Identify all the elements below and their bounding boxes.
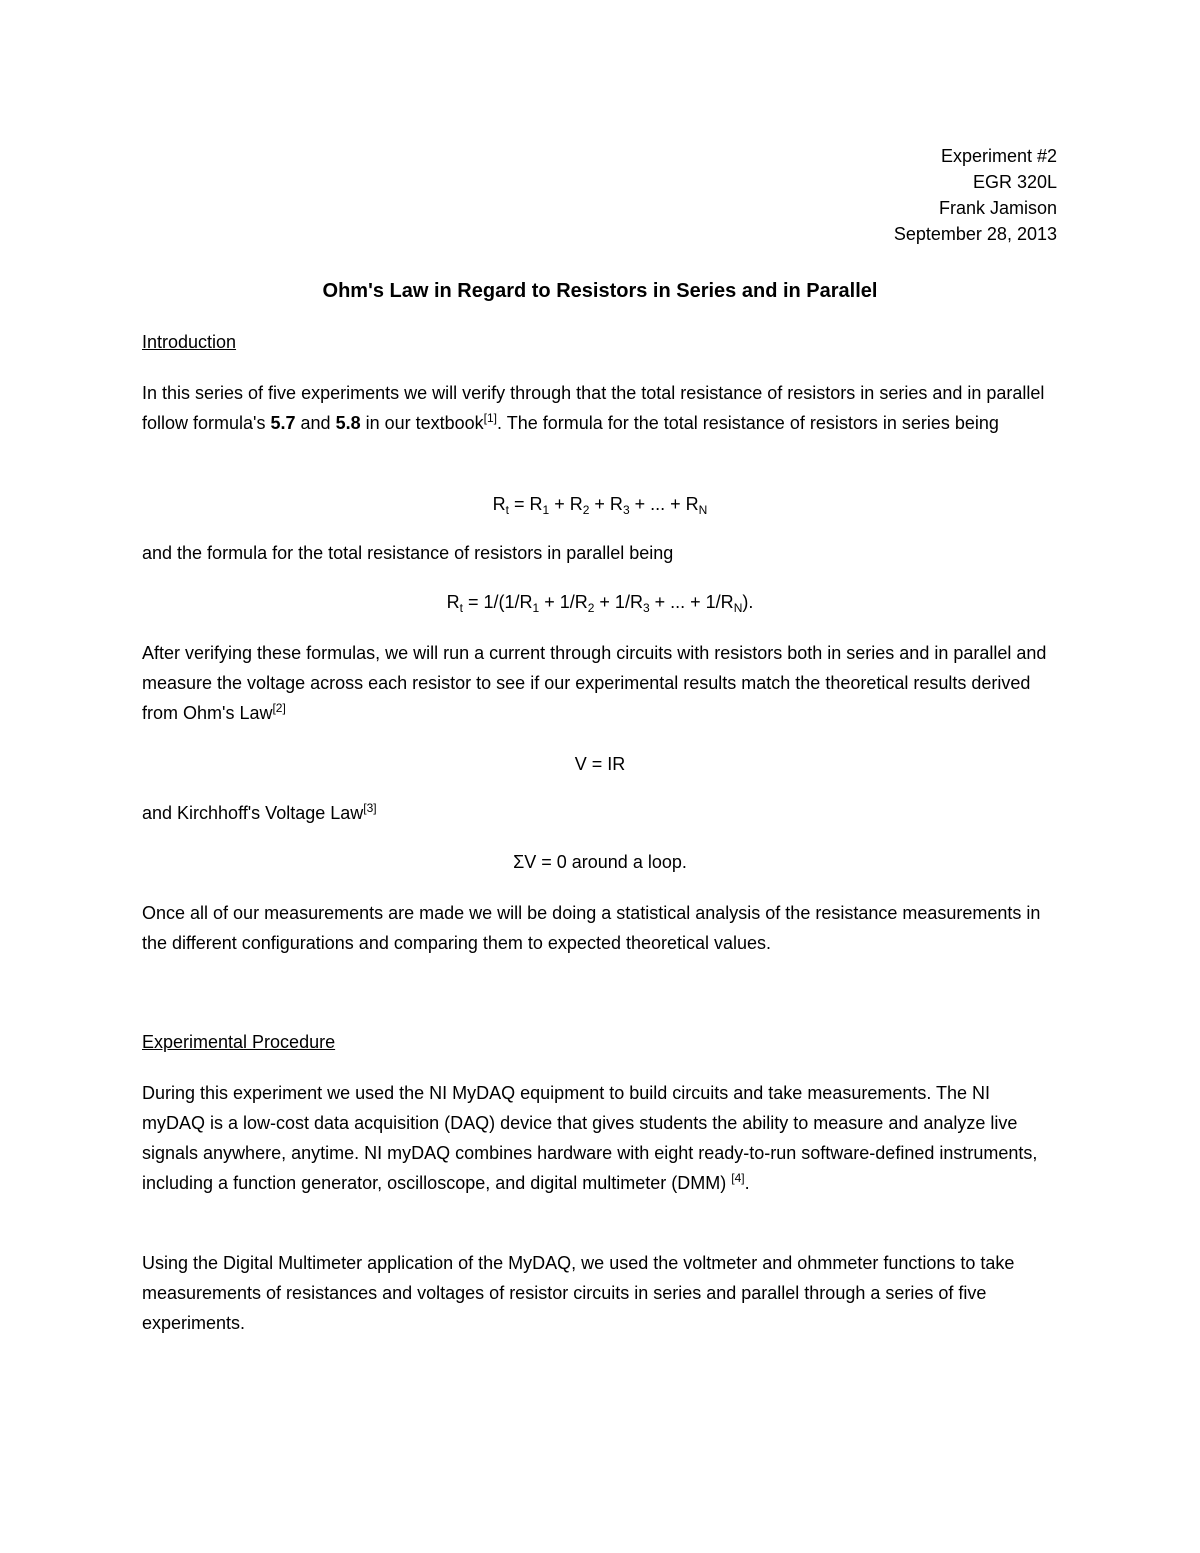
intro-paragraph-1: In this series of five experiments we will verify through that the total resistance of resistors in series and in parallel follow formula's 5.7 and 5.8 in our textbook[1]. The formula for the total resistance of resistors in series being xyxy=(142,383,1045,433)
document-title: Ohm's Law in Regard to Resistors in Series and in Parallel xyxy=(322,280,878,302)
kvl-formula: ΣV = 0 around a loop. xyxy=(513,852,687,872)
experiment-number: Experiment #2 xyxy=(940,146,1057,166)
introduction-heading: Introduction xyxy=(142,332,237,352)
citation-ref: [4] xyxy=(731,1171,745,1185)
report-date: September 28, 2013 xyxy=(893,224,1057,244)
ohms-law-formula: V = IR xyxy=(574,754,626,774)
author-name: Frank Jamison xyxy=(938,198,1057,218)
intro-paragraph-3: After verifying these formulas, we will run a current through circuits with resistors both in series and in parallel and measure the voltage across each resistor to see if our experimental results match the theoretical results derived from Ohm's Law[2] xyxy=(142,643,1047,723)
procedure-paragraph-2: Using the Digital Multimeter application of the MyDAQ, we used the voltmeter and ohmmeter functions to take measurements of resistances and voltages of resistor circuits in series and parallel through a series of five experiments. xyxy=(142,1253,1015,1333)
intro-paragraph-2: and the formula for the total resistance of resistors in parallel being xyxy=(142,543,674,563)
intro-paragraph-4: and Kirchhoff's Voltage Law[3] xyxy=(142,801,377,823)
citation-ref: [2] xyxy=(272,701,286,715)
course-code: EGR 320L xyxy=(972,172,1057,192)
document-header xyxy=(894,143,1057,247)
citation-ref: [1] xyxy=(483,411,498,425)
intro-paragraph-5: Once all of our measurements are made we will be doing a statistical analysis of the resistance measurements in the different configurations and comparing them to expected theoretical values. xyxy=(142,903,1041,953)
procedure-paragraph-1: During this experiment we used the NI MyDAQ equipment to build circuits and take measurements. The NI myDAQ is a low-cost data acquisition (DAQ) device that gives students the ability to measure and analyze live signals anywhere, anytime. NI myDAQ combines hardware with eight ready-to-run software-defined instruments, including a function generator, oscilloscope, and digital multimeter (DMM) [4]. xyxy=(142,1083,1038,1193)
parallel-resistance-formula: $R_t = 1/(1/R_1 + 1/R_2 + 1/R_3$ + ... + $1/R_N$). xyxy=(446,592,754,615)
series-resistance-formula: $R_t = R_1 + R_2 + R_3$ + ... + $R_N$ xyxy=(492,494,708,517)
citation-ref: [3] xyxy=(363,801,377,815)
procedure-heading: Experimental Procedure xyxy=(142,1032,336,1052)
